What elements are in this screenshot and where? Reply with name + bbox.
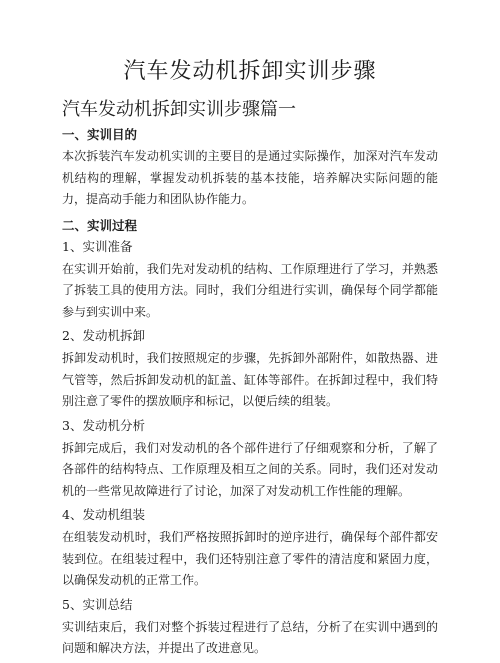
subheading-preparation: 1、实训准备 [62,238,133,254]
section-title: 汽车发动机拆卸实训步骤篇一 [62,99,296,120]
document-body [62,122,438,663]
paragraph-disassembly: 拆卸发动机时，我们按照规定的步骤，先拆卸外部附件，如散热器、进气管等，然后拆卸发动机的缸盖、缸体等部件。在拆卸过程中，我们特别注意了零件的摆放顺序和标记，以便后续的组装。 [62,351,438,408]
subheading-analysis: 3、发动机分析 [62,417,145,433]
paragraph-purpose: 本次拆装汽车发动机实训的主要目的是通过实际操作，加深对汽车发动机结构的理解，掌握发动机拆装的基本技能，培养解决实际问题的能力，提高动手能力和团队协作能力。 [62,149,438,206]
paragraph-preparation: 在实训开始前，我们先对发动机的结构、工作原理进行了学习，并熟悉了拆装工具的使用方法。同时，我们分组进行实训，确保每个同学都能参与到实训中来。 [62,261,438,319]
subheading-assembly: 4、发动机组装 [62,507,145,522]
heading-process: 二、实训过程 [62,217,138,233]
subheading-disassembly: 2、发动机拆卸 [62,328,145,343]
heading-purpose: 一、实训目的 [62,127,138,142]
paragraph-analysis: 拆卸完成后，我们对发动机的各个部件进行了仔细观察和分析，了解了各部件的结构特点、工作原理及相互之间的关系。同时，我们还对发动机的一些常见故障进行了讨论，加深了对发动机工作性能的理解。 [62,440,438,498]
paragraph-summary: 实训结束后，我们对整个拆装过程进行了总结，分析了在实训中遇到的问题和解决方法，并提出了改进意见。 [62,619,438,655]
paragraph-assembly: 在组装发动机时，我们严格按照拆卸时的逆序进行，确保每个部件都安装到位。在组装过程中，我们还特别注意了零件的清洁度和紧固力度，以确保发动机的正常工作。 [62,530,438,587]
document-title: 汽车发动机拆卸实训步骤 [123,59,377,84]
subheading-summary: 5、实训总结 [62,596,133,612]
